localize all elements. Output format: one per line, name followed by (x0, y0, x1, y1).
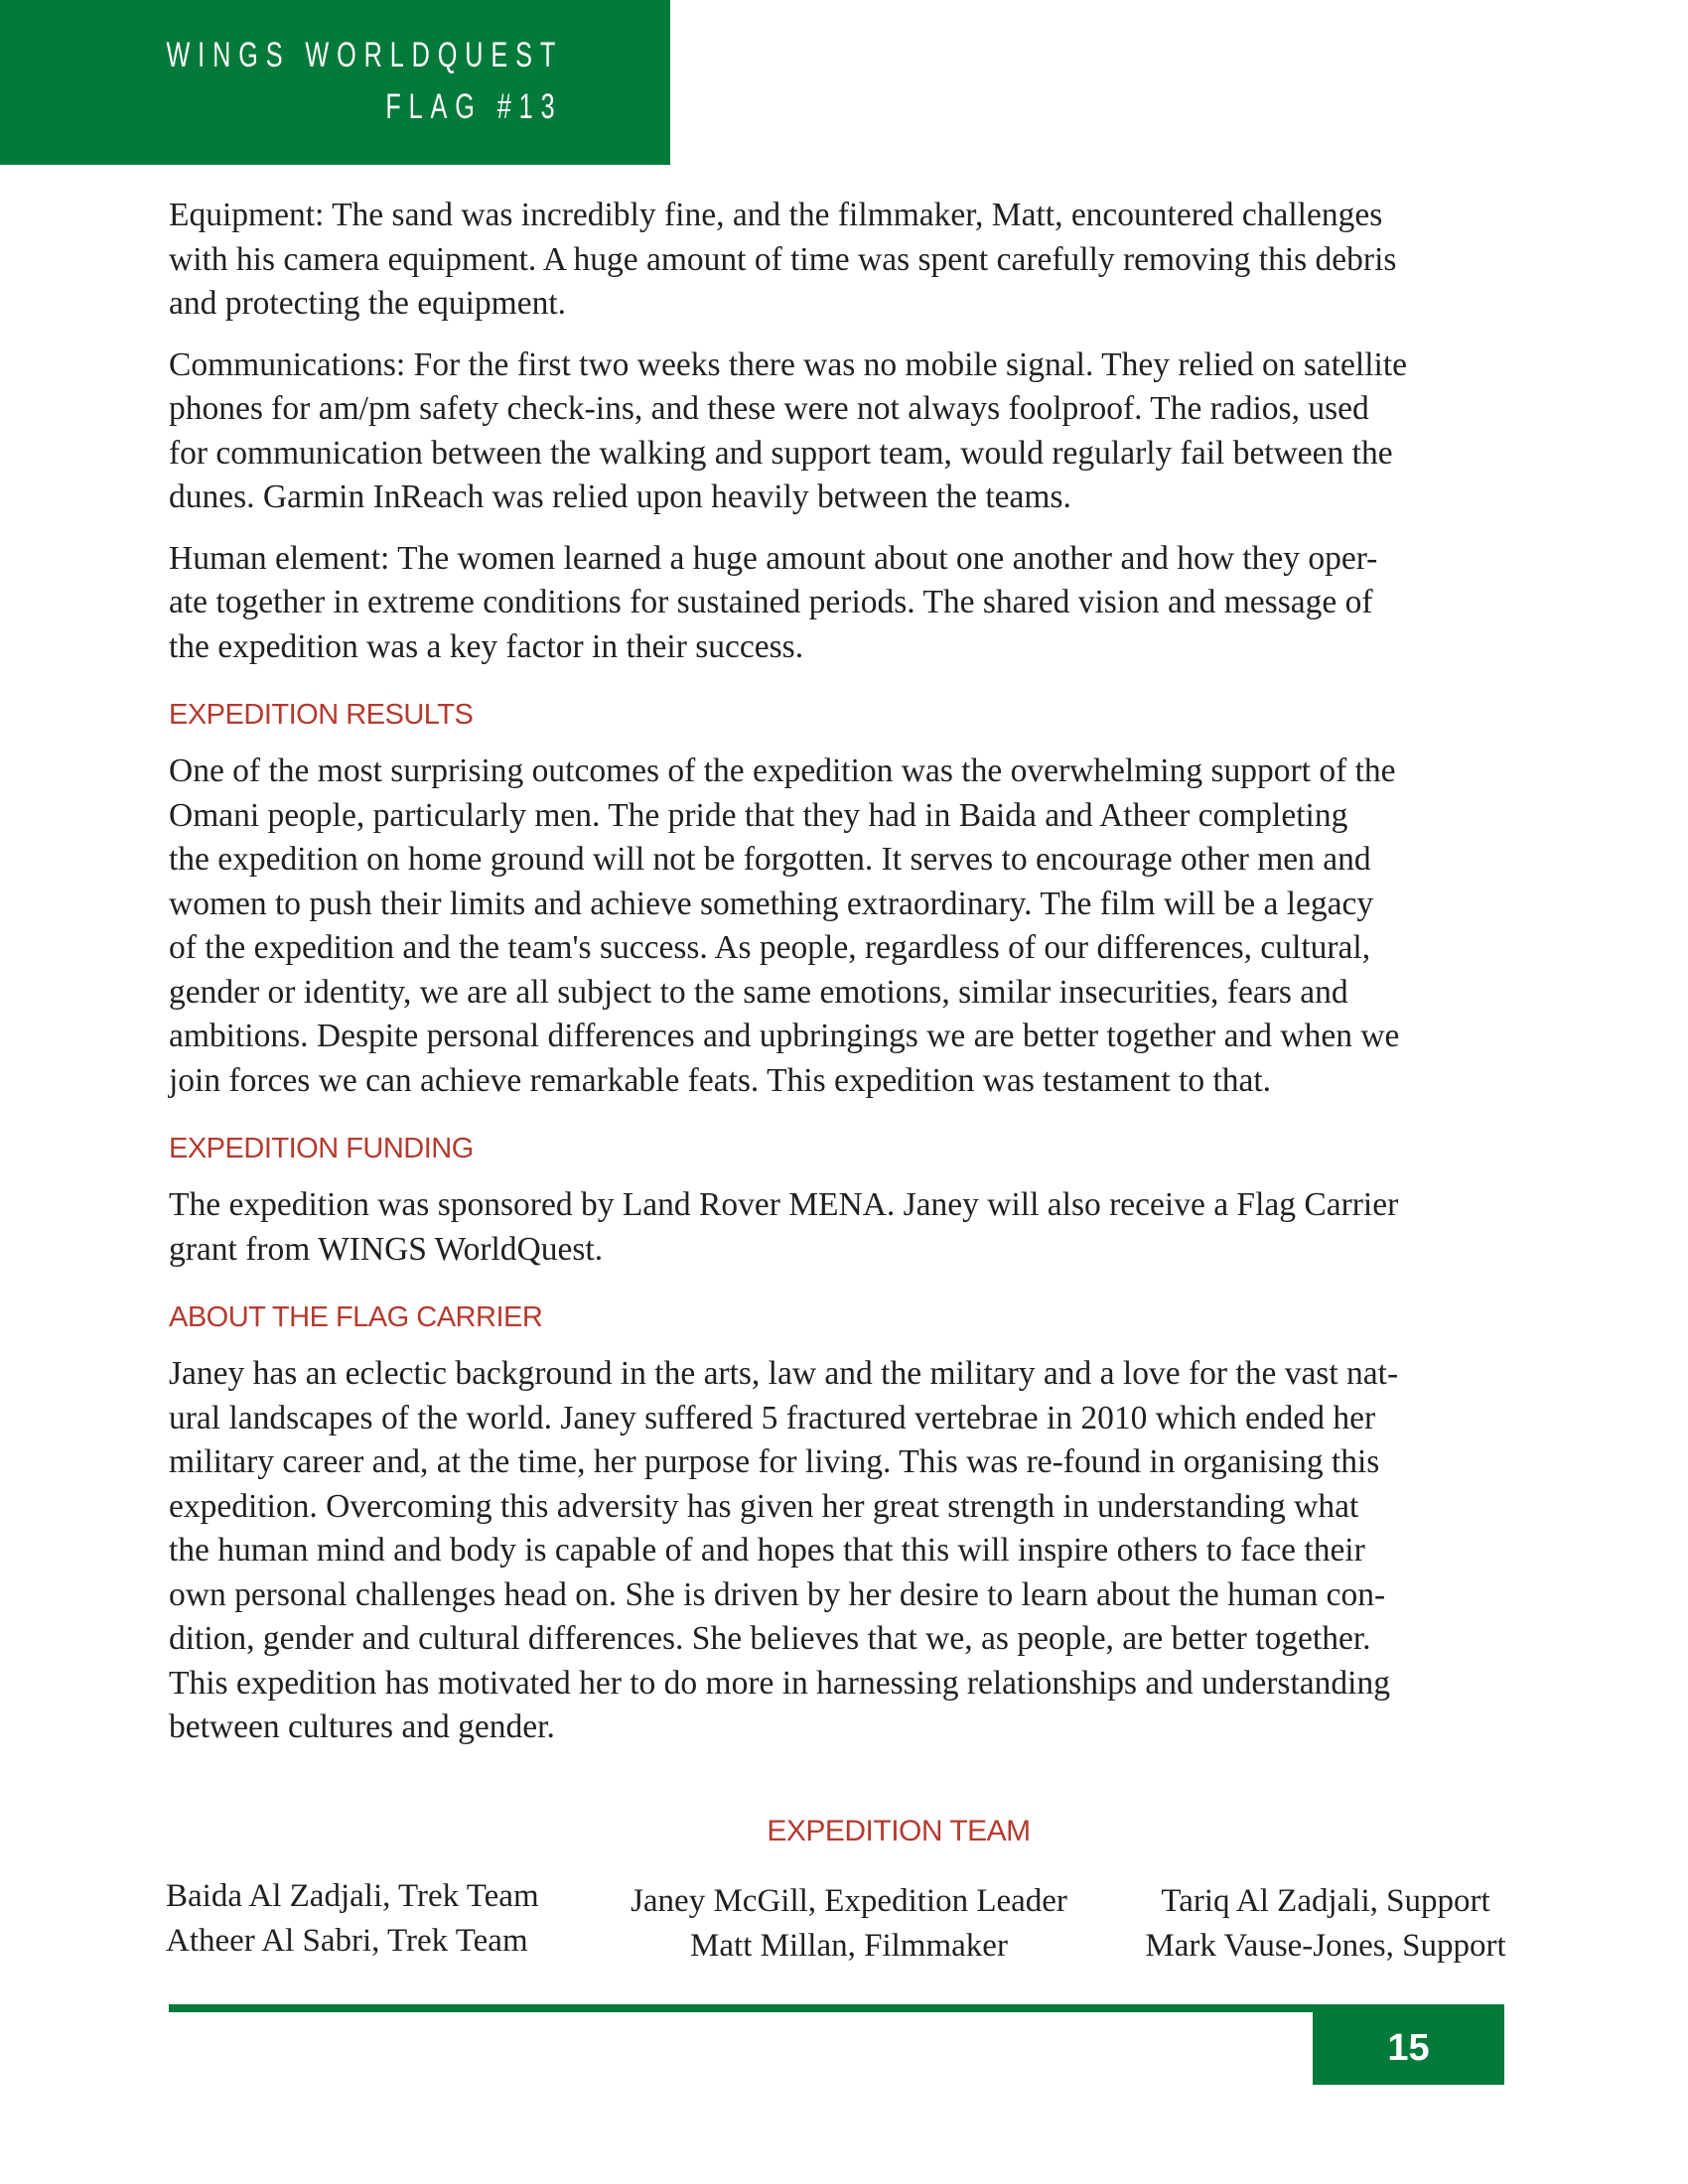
text-line: gender or identity, we are all subject to the same emotions, similar insecurities, fears and (169, 973, 1348, 1011)
text-line: grant from WINGS WorldQuest. (169, 1230, 604, 1268)
text-line: ural landscapes of the world. Janey suffered 5 fractured vertebrae in 2010 which ended her (169, 1399, 1376, 1436)
text-line: and protecting the equipment. (169, 285, 567, 322)
page-content (169, 194, 1539, 1767)
text-line: of the expedition and the team's success. As people, regardless of our differences, cultural, (169, 929, 1371, 966)
human-element-paragraph (169, 537, 1539, 670)
text-line: military career and, at the time, her purpose for living. This was re-found in organising this (169, 1443, 1380, 1480)
text-line: Equipment: The sand was incredibly fine, and the filmmaker, Matt, encountered challenges (169, 197, 1383, 233)
text-line: The expedition was sponsored by Land Rover MENA. Janey will also receive a Flag Carrier (169, 1186, 1399, 1223)
text-line: dition, gender and cultural differences. She believes that we, as people, are better together. (169, 1620, 1371, 1657)
text-line: expedition. Overcoming this adversity has given her great strength in understanding what (169, 1487, 1359, 1525)
text-line: phones for am/pm safety check-ins, and these were not always foolproof. The radios, used (169, 390, 1369, 427)
text-line: the human mind and body is capable of and hopes that this will inspire others to face their (169, 1532, 1365, 1569)
text-line: This expedition has motivated her to do more in harnessing relationships and understanding (169, 1664, 1390, 1702)
communications-paragraph (169, 343, 1539, 520)
text-line: own personal challenges head on. She is driven by her desire to learn about the human con- (169, 1575, 1386, 1613)
team-column-support (1127, 1879, 1524, 1969)
text-line: dunes. Garmin InReach was relied upon heavily between the teams. (169, 478, 1071, 515)
header-banner (0, 0, 670, 165)
text-line: Human element: The women learned a huge amount about one another and how they oper- (169, 539, 1378, 577)
text-line: Communications: For the first two weeks there was no mobile signal. They relied on satellite (169, 345, 1408, 383)
team-member: Matt Millan, Filmmaker (690, 1928, 1008, 1964)
team-member: Tariq Al Zadjali, Support (1161, 1883, 1490, 1919)
team-member: Mark Vause-Jones, Support (1145, 1928, 1506, 1964)
text-line: Omani people, particularly men. The pride that they had in Baida and Atheer completing (169, 796, 1348, 834)
text-line: between cultures and gender. (169, 1708, 555, 1745)
flag-carrier-paragraph (169, 1352, 1539, 1750)
team-column-leadership (616, 1879, 1082, 1969)
team-member: Baida Al Zadjali, Trek Team (166, 1878, 539, 1914)
team-column-trek (166, 1874, 539, 1964)
funding-heading: EXPEDITION FUNDING (169, 1133, 474, 1164)
team-heading: EXPEDITION TEAM (767, 1815, 1031, 1847)
header-subtitle: FLAG #13 (385, 87, 563, 126)
text-line: join forces we can achieve remarkable feats. This expedition was testament to that. (169, 1061, 1272, 1099)
flag-carrier-heading: ABOUT THE FLAG CARRIER (169, 1301, 543, 1333)
text-line: ambitions. Despite personal differences and upbringings we are better together and when we (169, 1018, 1400, 1054)
footer-rule (169, 2004, 1504, 2012)
text-line: with his camera equipment. A huge amount of time was spent carefully removing this debris (169, 240, 1397, 278)
team-member: Atheer Al Sabri, Trek Team (166, 1923, 528, 1959)
text-line: One of the most surprising outcomes of the expedition was the overwhelming support of the (169, 752, 1396, 789)
funding-paragraph (169, 1183, 1539, 1272)
team-member: Janey McGill, Expedition Leader (631, 1883, 1067, 1919)
text-line: the expedition was a key factor in their success. (169, 627, 804, 665)
text-line: ate together in extreme conditions for sustained periods. The shared vision and message of (169, 584, 1373, 620)
header-title: WINGS WORLDQUEST (166, 36, 563, 74)
page-number: 15 (1387, 2027, 1430, 2069)
text-line: for communication between the walking and support team, would regularly fail between the (169, 434, 1393, 472)
results-paragraph (169, 750, 1539, 1103)
equipment-paragraph (169, 194, 1539, 327)
page-number-box (1313, 2012, 1504, 2085)
text-line: women to push their limits and achieve something extraordinary. The film will be a legacy (169, 885, 1374, 922)
text-line: Janey has an eclectic background in the arts, law and the military and a love for the vast nat- (169, 1355, 1399, 1392)
text-line: the expedition on home ground will not be forgotten. It serves to encourage other men and (169, 841, 1371, 878)
results-heading: EXPEDITION RESULTS (169, 699, 474, 731)
